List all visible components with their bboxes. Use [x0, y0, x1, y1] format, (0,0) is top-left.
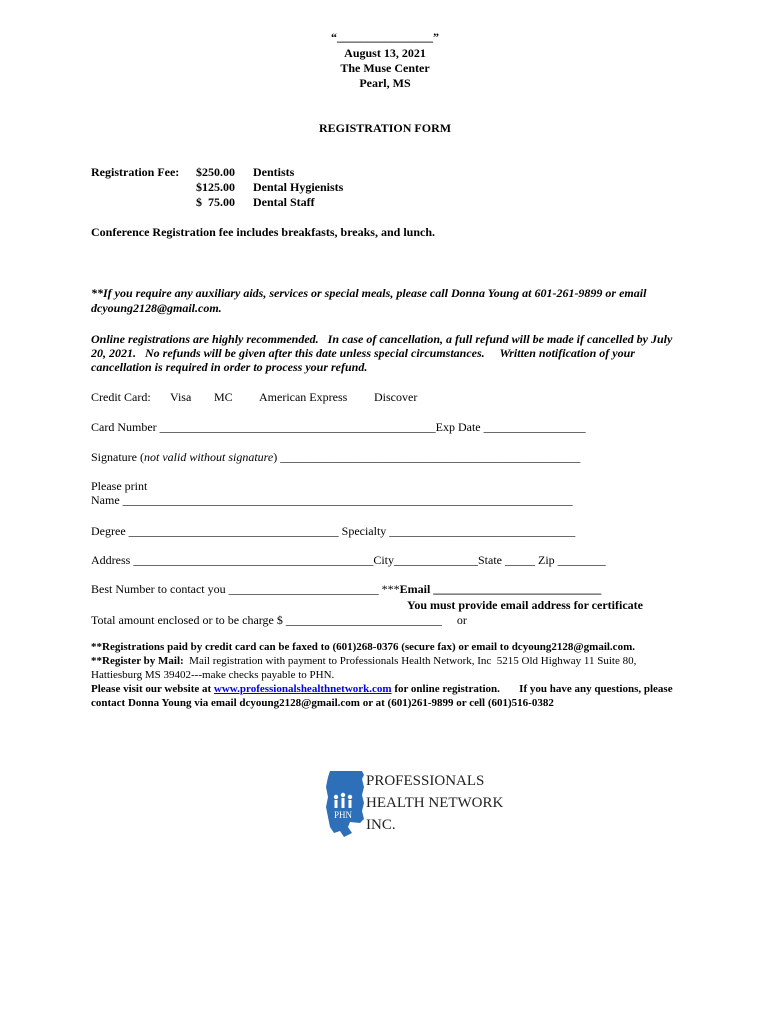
address-field[interactable]: Address ________________________________________City______________State _____ Zip ________: [91, 553, 606, 567]
fee-category: Dental Hygienists: [253, 180, 344, 194]
print-label: Please print: [91, 479, 148, 493]
event-venue: The Muse Center: [340, 61, 430, 75]
includes-note: Conference Registration fee includes breakfasts, breaks, and lunch.: [91, 225, 436, 239]
name-field[interactable]: Name ___________________________________________________________________________: [91, 493, 573, 507]
website-link[interactable]: www.professionalshealthnetwork.com: [213, 683, 392, 695]
email-field[interactable]: Email ____________________________: [399, 582, 602, 596]
logo-line3: INC.: [366, 817, 396, 833]
payment-option-discover[interactable]: Discover: [374, 390, 418, 404]
logo-line1: PROFESSIONALS: [366, 773, 485, 789]
fee-row: [196, 165, 294, 180]
mississippi-map-icon: [322, 767, 504, 839]
fee-row: [196, 195, 315, 210]
fee-amount: $250.00: [196, 165, 235, 179]
mail-text: Mail registration with payment to Professionals Health Network, Inc 5215 Old Highway 11 Suite 80,: [183, 655, 637, 667]
fee-category: Dental Staff: [253, 195, 315, 209]
signature-label: Signature (: [91, 450, 144, 464]
aux-notice-line1: **If you require any auxiliary aids, services or special meals, please call Donna Young at 601-261-9899 or email: [91, 286, 647, 300]
logo-badge: PHN: [334, 810, 353, 820]
degree-specialty-field[interactable]: Degree ___________________________________ Specialty _______________________________: [91, 524, 576, 538]
total-amount-field[interactable]: Total amount enclosed or to be charge $ __________________________ or: [91, 613, 467, 627]
fee-amount: $ 75.00: [196, 195, 235, 209]
fee-amount: $125.00: [196, 180, 235, 194]
online-notice-line3: cancellation is required in order to process your refund.: [91, 360, 368, 374]
mail-address: Hattiesburg MS 39402---make checks payable to PHN.: [91, 669, 335, 681]
event-city: Pearl, MS: [359, 76, 411, 90]
contact-row: [91, 582, 601, 597]
payment-option-visa[interactable]: Visa: [170, 390, 192, 404]
online-notice-line2: 20, 2021. No refunds will be given after this date unless special circumstances. Written notification of your: [91, 346, 635, 360]
contact-line: contact Donna Young via email dcyoung2128@gmail.com or at (601)261-9899 or cell (601)516-0382: [91, 697, 554, 709]
card-number-field[interactable]: Card Number ______________________________________________Exp Date _________________: [91, 420, 586, 434]
website-line: [91, 683, 673, 695]
signature-line: ) __________________________________________________: [273, 450, 581, 464]
event-date: August 13, 2021: [344, 46, 426, 60]
mail-instructions: [91, 655, 636, 667]
best-number-field[interactable]: Best Number to contact you _________________________ ***: [91, 582, 400, 596]
page-title: REGISTRATION FORM: [318, 121, 452, 135]
header-quote-line: “________________”: [331, 30, 439, 44]
email-requirement: You must provide email address for certificate: [407, 598, 643, 612]
signature-field[interactable]: [91, 450, 580, 465]
fax-instructions: **Registrations paid by credit card can be faxed to (601)268-0376 (secure fax) or email to dcyoung2128@gmail.com.: [91, 641, 635, 653]
mail-label: **Register by Mail:: [91, 655, 184, 667]
payment-option-mc[interactable]: MC: [214, 390, 233, 404]
logo-line2: HEALTH NETWORK: [366, 795, 504, 811]
visit-text: Please visit our website at: [91, 683, 214, 695]
visit-tail: for online registration. If you have any questions, please: [391, 683, 673, 695]
fee-label: Registration Fee:: [91, 165, 180, 179]
phn-logo: [322, 767, 504, 839]
aux-notice-line2: dcyoung2128@gmail.com.: [91, 301, 222, 315]
credit-card-label: Credit Card:: [91, 390, 151, 404]
fee-category: Dentists: [253, 165, 295, 179]
online-notice-line1: Online registrations are highly recommended. In case of cancellation, a full refund will be made if cancelled by July: [91, 332, 673, 346]
fee-row: [196, 180, 343, 195]
payment-option-amex[interactable]: American Express: [259, 390, 348, 404]
signature-note: not valid without signature: [144, 450, 274, 464]
